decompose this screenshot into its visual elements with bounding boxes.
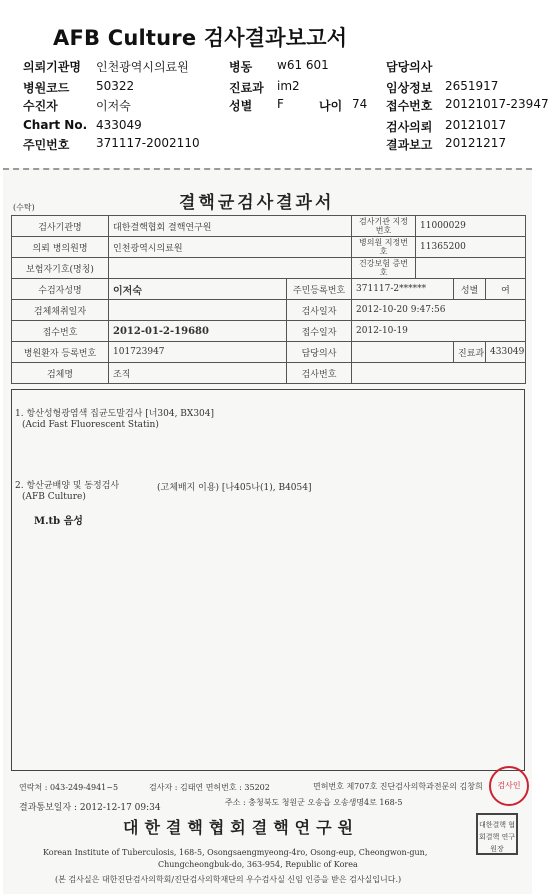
cell-label: 병원환자 등록번호 bbox=[12, 342, 109, 363]
cell-value: 371117-2****** bbox=[352, 279, 454, 300]
cell-label: 담당의사 bbox=[287, 342, 352, 363]
cell-value bbox=[416, 258, 526, 279]
label-age: 나이 bbox=[319, 99, 343, 113]
cell-value bbox=[352, 342, 454, 363]
cell-value: 101723947 bbox=[109, 342, 287, 363]
cell-label: 성별 bbox=[454, 279, 486, 300]
table-row bbox=[12, 321, 526, 342]
label-chart-no: Chart No. bbox=[23, 118, 88, 132]
page-title: AFB Culture 검사결과보고서 bbox=[53, 26, 348, 50]
value-resident-no: 371117-2002110 bbox=[96, 136, 200, 150]
value-request-date: 20121017 bbox=[445, 118, 507, 132]
cell-label: 병의원 지정번호 bbox=[352, 237, 416, 258]
test2-title: 2. 항산균배양 및 동정검사 bbox=[15, 481, 120, 491]
cell-label: 검체채취일자 bbox=[12, 300, 109, 321]
cell-value: 11365200 bbox=[416, 237, 526, 258]
cell-value: 2012-01-2-19680 bbox=[109, 321, 287, 342]
cell-value: 2012-10-19 bbox=[352, 321, 526, 342]
test2-method: (고체배지 이용) [나405나(1), B4054] bbox=[157, 483, 312, 493]
value-hospital-code: 50322 bbox=[96, 79, 135, 93]
cell-label: 보험자기호(명칭) bbox=[12, 258, 109, 279]
value-department: im2 bbox=[277, 79, 300, 93]
label-resident-no: 주민번호 bbox=[23, 138, 70, 152]
label-receipt-no: 접수번호 bbox=[386, 99, 433, 113]
footer-note: (본 검사실은 대한진단검사의학회/진단검사의학재단의 우수검사실 신임 인증을 받은 검사실입니다.) bbox=[55, 875, 402, 884]
cell-value: 433049 bbox=[486, 342, 526, 363]
test1-title: 1. 항산성형광염색 집균도말검사 [너304, BX304] bbox=[15, 409, 215, 419]
test2-result: M.tb 음성 bbox=[34, 516, 83, 527]
label-clinical-info: 임상정보 bbox=[386, 81, 433, 95]
cell-value: 대한결핵협회 결핵연구원 bbox=[109, 216, 352, 237]
cell-value: 이저숙 bbox=[109, 279, 287, 300]
cell-label: 접수번호 bbox=[12, 321, 109, 342]
value-age: 74 bbox=[352, 97, 368, 111]
cell-label: 검체명 bbox=[12, 363, 109, 384]
report-title: 결핵균검사결과서 bbox=[179, 193, 335, 213]
value-sex: F bbox=[277, 97, 284, 111]
footer-license: 면허번호 제707호 진단검사의학과전문의 김창희 bbox=[313, 782, 483, 791]
table-row bbox=[12, 279, 526, 300]
label-ward: 병동 bbox=[229, 60, 253, 74]
table-row bbox=[12, 258, 526, 279]
examiner-stamp: 검사인 bbox=[489, 766, 529, 806]
cell-value: 인천광역시의료원 bbox=[109, 237, 352, 258]
footer-report-date: 결과통보일자 : 2012-12-17 09:34 bbox=[19, 803, 161, 813]
cell-value: 2012-10-20 9:47:56 bbox=[352, 300, 526, 321]
cell-label: 접수일자 bbox=[287, 321, 352, 342]
label-request-date: 검사의뢰 bbox=[386, 120, 433, 134]
value-ward: w61 601 bbox=[277, 58, 329, 72]
footer-english-1: Korean Institute of Tuberculosis, 168-5, Osongsaengmyeong-4ro, Osong-eup, Cheongwon-gun, bbox=[43, 848, 428, 857]
cell-label: 검사기관 지정번호 bbox=[352, 216, 416, 237]
result-box bbox=[11, 389, 525, 771]
cell-value bbox=[352, 363, 526, 384]
footer-examiner: 검사자 : 김태연 면허번호 : 35202 bbox=[149, 783, 270, 792]
table-row bbox=[12, 216, 526, 237]
value-patient: 이저숙 bbox=[96, 99, 131, 113]
value-receipt-no: 20121017-23947 bbox=[445, 97, 549, 111]
cell-value bbox=[109, 300, 287, 321]
table-row bbox=[12, 300, 526, 321]
table-row bbox=[12, 237, 526, 258]
value-clinical-info: 2651917 bbox=[445, 79, 499, 93]
footer-address: 주소 : 충청북도 청원군 오송읍 오송생명4로 168-5 bbox=[225, 798, 403, 807]
cell-label: 검사기관명 bbox=[12, 216, 109, 237]
copy-tag: (수탁) bbox=[13, 203, 35, 212]
value-chart-no: 433049 bbox=[96, 118, 142, 132]
cell-value bbox=[109, 258, 352, 279]
table-row bbox=[12, 363, 526, 384]
label-doctor: 담당의사 bbox=[386, 60, 433, 74]
cell-label: 검사번호 bbox=[287, 363, 352, 384]
test1-english: (Acid Fast Fluorescent Statin) bbox=[22, 420, 159, 430]
value-report-date: 20121217 bbox=[445, 136, 507, 150]
value-institution: 인천광역시의료원 bbox=[96, 60, 189, 74]
label-hospital-code: 병원코드 bbox=[23, 81, 70, 95]
label-institution: 의뢰기관명 bbox=[23, 60, 81, 74]
org-name: 대한결핵협회결핵연구원 bbox=[123, 818, 360, 837]
table-row bbox=[12, 342, 526, 363]
report-info-table bbox=[11, 215, 526, 384]
cell-label: 건강보험 증번호 bbox=[352, 258, 416, 279]
org-seal: 대한결핵 협회결핵 연구원장 bbox=[476, 813, 518, 855]
footer-english-2: Chungcheongbuk-do, 363-954, Republic of Korea bbox=[158, 860, 358, 869]
cell-label: 수검자성명 bbox=[12, 279, 109, 300]
label-patient: 수진자 bbox=[23, 99, 58, 113]
cell-value: 조직 bbox=[109, 363, 287, 384]
label-report-date: 결과보고 bbox=[386, 138, 433, 152]
test2-english: (AFB Culture) bbox=[22, 492, 86, 502]
cell-label: 검사일자 bbox=[287, 300, 352, 321]
cell-label: 의뢰 병의원명 bbox=[12, 237, 109, 258]
cell-value: 11000029 bbox=[416, 216, 526, 237]
scanned-report bbox=[3, 168, 532, 894]
footer-contact: 연락처 : 043-249-4941~5 bbox=[19, 783, 119, 792]
cell-value: 여 bbox=[486, 279, 526, 300]
label-sex: 성별 bbox=[229, 99, 253, 113]
cell-label: 진료과 bbox=[454, 342, 486, 363]
label-department: 진료과 bbox=[229, 81, 264, 95]
cell-label: 주민등록번호 bbox=[287, 279, 352, 300]
